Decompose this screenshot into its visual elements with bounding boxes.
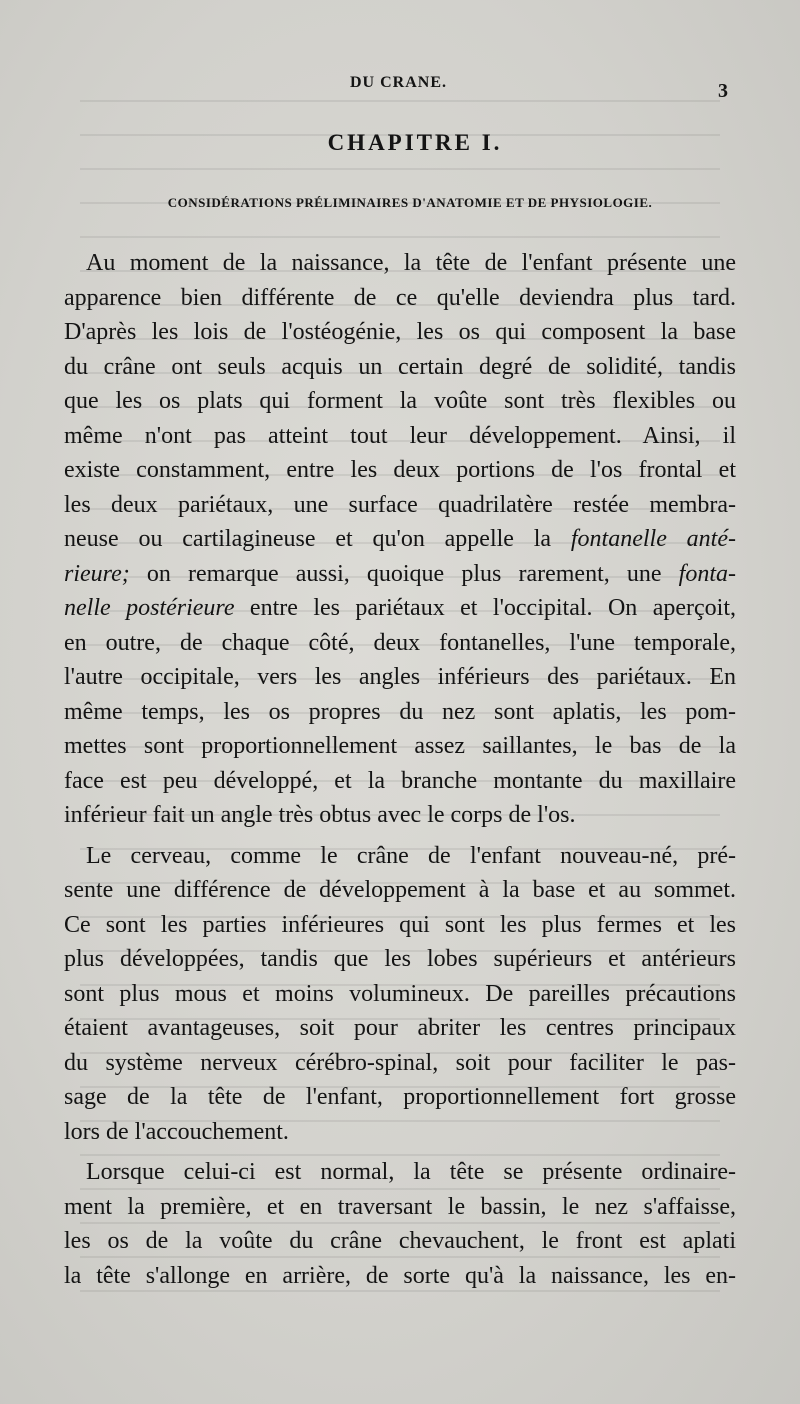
text-line: même temps, les os propres du nez sont aplatis, les pom- <box>64 698 736 725</box>
text-line: les os de la voûte du crâne chevauchent, le front est aplati <box>64 1228 736 1254</box>
text-line: D'après les lois de l'ostéogénie, les os qui composent la base <box>64 319 736 345</box>
text-line: mettes sont proportionnellement assez saillantes, le bas de la <box>64 733 736 759</box>
chapter-title: CHAPITRE I. <box>327 130 503 155</box>
italic-term: fonta- <box>678 560 736 587</box>
text-line: du système nerveux cérébro-spinal, soit pour faciliter le pas- <box>64 1049 736 1076</box>
chapter-subtitle: CONSIDÉRATIONS PRÉLIMINAIRES D'ANATOMIE ET DE PHYSIOLOGIE. <box>167 195 653 210</box>
text-line: sage de la tête de l'enfant, proportionnellement fort grosse <box>64 1084 736 1110</box>
text-line: sont plus mous et moins volumineux. De pareilles précautions <box>64 980 736 1007</box>
text-line: lors de l'accouchement. <box>64 1118 289 1145</box>
running-head <box>0 74 800 104</box>
text-line: Lorsque celui-ci est normal, la tête se présente ordinaire- <box>86 1159 736 1185</box>
body-text <box>64 246 736 1293</box>
text-line: plus développées, tandis que les lobes supérieurs et antérieurs <box>64 946 736 972</box>
text-line: les deux pariétaux, une surface quadrilatère restée membra- <box>64 491 736 518</box>
text-line: que les os plats qui forment la voûte sont très flexibles ou <box>64 388 736 414</box>
text-line: Ce sont les parties inférieures qui sont les plus fermes et les <box>64 911 736 938</box>
text-line <box>64 522 736 557</box>
text-line: existe constamment, entre les deux portions de l'os frontal et <box>64 457 736 483</box>
text-line <box>64 557 736 592</box>
text-line: apparence bien différente de ce qu'elle deviendra plus tard. <box>64 284 736 311</box>
text-line: inférieur fait un angle très obtus avec le corps de l'os. <box>64 802 576 828</box>
text-line: en outre, de chaque côté, deux fontanelles, l'une temporale, <box>64 629 736 656</box>
text-line: sente une différence de développement à la base et au sommet. <box>64 877 736 903</box>
text-line <box>64 591 736 626</box>
italic-term: fontanelle anté- <box>570 526 736 552</box>
page-number: 3 <box>718 80 728 102</box>
text-line: Le cerveau, comme le crâne de l'enfant nouveau-né, pré- <box>86 842 736 869</box>
text-line: face est peu développé, et la branche montante du maxillaire <box>64 767 736 794</box>
text-segment: neuse ou cartilagineuse et qu'on appelle la <box>64 526 571 552</box>
text-line: étaient avantageuses, soit pour abriter les centres principaux <box>64 1015 736 1041</box>
text-line: l'autre occipitale, vers les angles inférieurs des pariétaux. En <box>64 664 736 690</box>
italic-term: rieure; <box>64 560 130 587</box>
text-line: ment la première, et en traversant le bassin, le nez s'affaisse, <box>64 1193 736 1220</box>
text-line: la tête s'allonge en arrière, de sorte qu'à la naissance, les en- <box>64 1262 736 1289</box>
text-line: même n'ont pas atteint tout leur développement. Ainsi, il <box>64 422 736 449</box>
running-title: DU CRANE. <box>350 74 447 91</box>
text-line: du crâne ont seuls acquis un certain degré de solidité, tandis <box>64 353 736 380</box>
italic-term: nelle postérieure <box>64 595 235 621</box>
text-segment: entre les pariétaux et l'occipital. On aperçoit, <box>234 595 737 621</box>
text-segment: on remarque aussi, quoique plus rarement, une <box>129 560 679 587</box>
text-line: Au moment de la naissance, la tête de l'enfant présente une <box>86 250 736 276</box>
